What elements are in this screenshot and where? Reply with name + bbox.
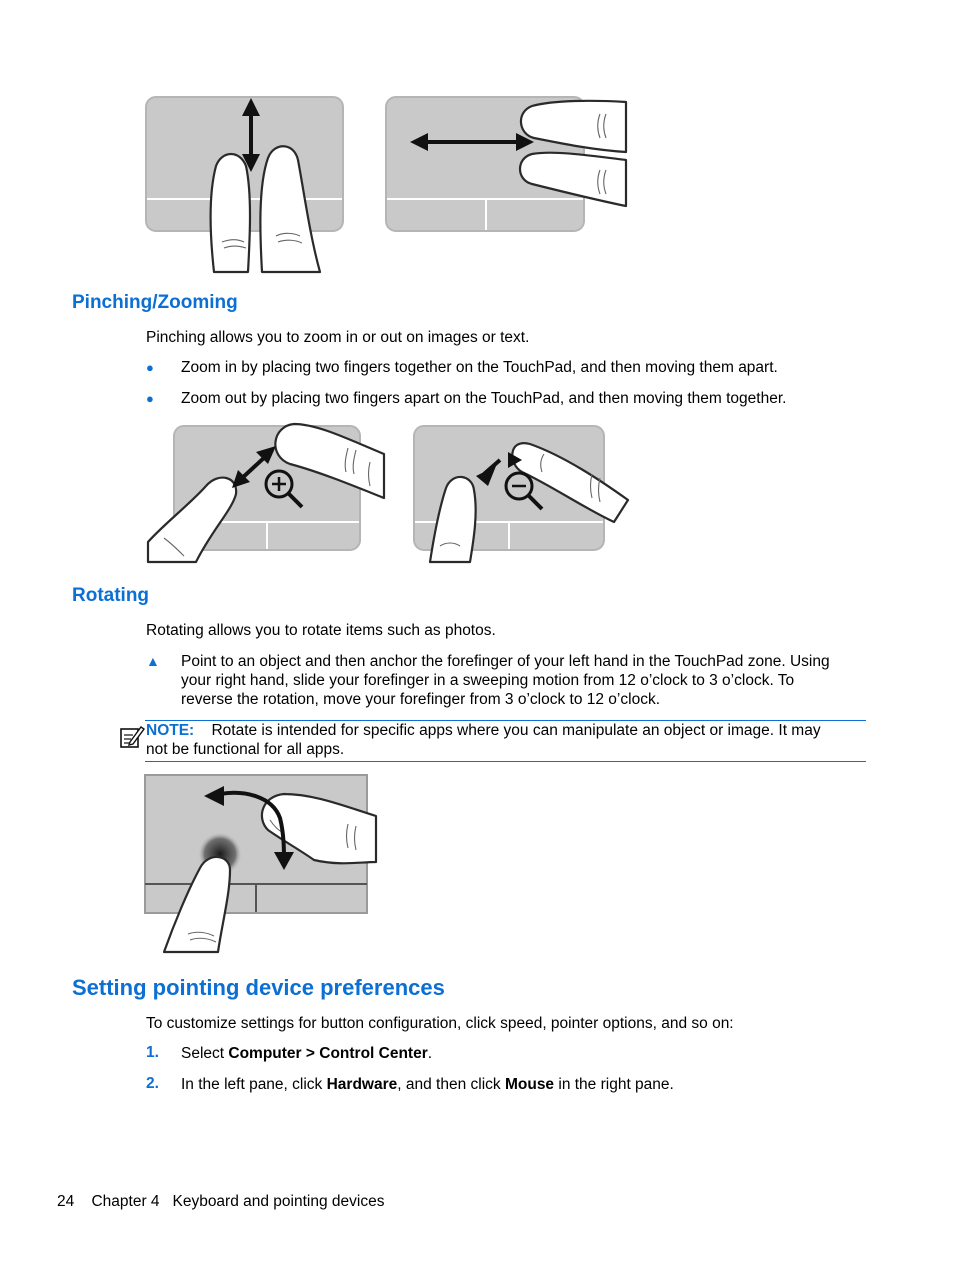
- rotate-step-line-2: your right hand, slide your forefinger in a sweeping motion from 12 o’clock to 3 o’clock. To: [181, 672, 795, 689]
- step-bold: Computer > Control Center: [228, 1045, 428, 1062]
- list-item: Zoom in by placing two fingers together on the TouchPad, and then moving them apart.: [181, 359, 778, 376]
- page-number: 24: [57, 1193, 75, 1210]
- pinch-zoom-illustration: [144, 420, 634, 565]
- step-number: 1.: [146, 1044, 159, 1061]
- note-text: Rotate is intended for specific apps where you can manipulate an object or image. It may: [211, 722, 821, 739]
- bullet-marker: ●: [146, 391, 154, 406]
- list-item: Zoom out by placing two fingers apart on the TouchPad, and then moving them together.: [181, 390, 787, 407]
- bullet-marker: ●: [146, 360, 154, 375]
- note-icon: [119, 724, 145, 750]
- preferences-heading: Setting pointing device preferences: [72, 975, 445, 1000]
- step-text: in the right pane.: [554, 1076, 674, 1093]
- rotate-gesture-illustration: [144, 774, 384, 954]
- note-bottom-rule: [145, 761, 866, 762]
- chapter-title: Keyboard and pointing devices: [172, 1193, 385, 1210]
- step-text: In the left pane, click: [181, 1076, 327, 1093]
- step-number: 2.: [146, 1075, 159, 1092]
- step-text: Select: [181, 1045, 229, 1062]
- step-bold: Mouse: [504, 1076, 555, 1093]
- list-item: [181, 1075, 674, 1094]
- note-label: NOTE:: [146, 722, 195, 739]
- step-text: .: [427, 1045, 433, 1062]
- note-text-line-2: not be functional for all apps.: [146, 741, 345, 758]
- two-finger-scroll-illustration: [144, 96, 634, 274]
- rotate-step-line-3: reverse the rotation, move your forefinger from 3 o’clock to 12 o’clock.: [181, 691, 660, 708]
- chapter-label: Chapter 4: [91, 1193, 160, 1210]
- step-bold: Hardware: [326, 1076, 398, 1093]
- rotating-intro: Rotating allows you to rotate items such as photos.: [146, 622, 496, 639]
- page-footer: [57, 1192, 384, 1211]
- step-text: , and then click: [397, 1076, 505, 1093]
- rotating-heading: Rotating: [72, 585, 150, 606]
- pinching-intro: Pinching allows you to zoom in or out on images or text.: [146, 329, 530, 346]
- list-item: [181, 1044, 432, 1063]
- pinching-heading: Pinching/Zooming: [72, 292, 238, 313]
- note-text-line-1: [146, 721, 821, 740]
- rotate-step-line-1: Point to an object and then anchor the forefinger of your left hand in the TouchPad zone. Using: [181, 653, 830, 670]
- step-marker: ▲: [146, 653, 160, 669]
- preferences-intro: To customize settings for button configuration, click speed, pointer options, and so on:: [146, 1015, 734, 1032]
